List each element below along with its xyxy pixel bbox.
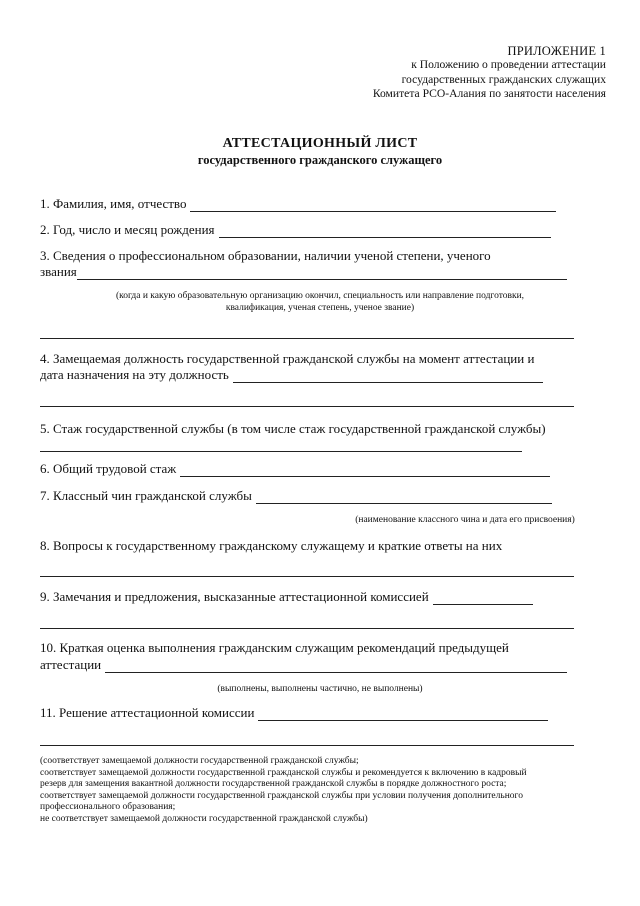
- field-previous-recommendations-label-2: аттестации: [40, 657, 102, 672]
- field-remarks-label: 9. Замечания и предложения, высказанные аттестационной комиссией: [40, 589, 429, 604]
- previous-recommendations-hint: (выполнены, выполнены частично, не выполнены): [217, 684, 423, 694]
- education-extra-line[interactable]: [40, 338, 574, 339]
- field-questions-label: 8. Вопросы к государственному гражданскому служащему и краткие ответы на них: [40, 538, 503, 553]
- note-line-1: (соответствует замещаемой должности государственной гражданской службы;: [40, 756, 359, 766]
- appendix-line-3: Комитета РСО-Алания по занятости населения: [372, 87, 606, 101]
- note-line-5: профессионального образования;: [40, 802, 176, 813]
- remarks-extra-line[interactable]: [40, 628, 574, 629]
- full-name-input-line[interactable]: [190, 199, 556, 212]
- field-work-experience: [40, 461, 550, 477]
- position-extra-line[interactable]: [40, 406, 574, 407]
- field-position-label-2: дата назначения на эту должность: [40, 367, 229, 382]
- field-class-rank: [40, 488, 552, 504]
- title-sub: государственного гражданского служащего: [197, 153, 443, 167]
- field-questions: [40, 538, 502, 554]
- field-service-length: [40, 421, 546, 437]
- field-remarks: [40, 589, 533, 605]
- field-work-experience-label: 6. Общий трудовой стаж: [40, 461, 177, 476]
- education-hint: [40, 290, 600, 314]
- position-input-line[interactable]: [233, 370, 543, 383]
- note-line-4: соответствует замещаемой должности государственной гражданской службы при условии получения дополнительного: [40, 790, 523, 801]
- education-input-line[interactable]: [77, 267, 567, 280]
- class-rank-input-line[interactable]: [256, 491, 552, 504]
- education-hint-1: (когда и какую образовательную организацию окончил, специальность или направление подготовки,: [115, 291, 525, 301]
- field-service-length-label: 5. Стаж государственной службы (в том числе стаж государственной гражданской службы): [40, 421, 546, 436]
- field-position-label-1: 4. Замещаемая должность государственной гражданской службы на момент аттестации и: [40, 351, 535, 366]
- appendix-line-1: к Положению о проведении аттестации: [411, 58, 606, 72]
- field-birth-date: [40, 222, 551, 238]
- field-education-line2: [40, 264, 567, 280]
- field-position-line1: [40, 351, 534, 367]
- field-full-name: [40, 196, 556, 212]
- note-line-2: соответствует замещаемой должности государственной гражданской службы и рекомендуется к включению в кадровый: [40, 767, 527, 778]
- field-birth-date-label: 2. Год, число и месяц рождения: [40, 222, 215, 237]
- field-position-line2: [40, 367, 543, 383]
- commission-decision-input-line[interactable]: [258, 708, 548, 721]
- education-hint-2: квалификация, ученая степень, ученое звание): [225, 303, 415, 313]
- birth-date-input-line[interactable]: [219, 225, 551, 238]
- commission-decision-extra-line[interactable]: [40, 745, 574, 746]
- remarks-input-line[interactable]: [433, 592, 533, 605]
- field-previous-recommendations-line1: [40, 640, 509, 656]
- decision-options-notes: [40, 756, 600, 826]
- field-commission-decision-label: 11. Решение аттестационной комиссии: [40, 705, 255, 720]
- field-previous-recommendations-line2: [40, 657, 567, 673]
- appendix-line-2: государственных гражданских служащих: [401, 72, 606, 86]
- appendix-header: [306, 44, 606, 102]
- field-previous-recommendations-label-1: 10. Краткая оценка выполнения гражданским служащим рекомендаций предыдущей: [40, 640, 509, 655]
- service-length-input-line[interactable]: [40, 451, 522, 452]
- field-education-line1: [40, 248, 491, 264]
- appendix-label: ПРИЛОЖЕНИЕ 1: [507, 44, 606, 58]
- field-education-label-2: звания: [40, 264, 77, 279]
- class-rank-hint: (наименование классного чина и дата его присвоения): [355, 515, 575, 525]
- previous-recommendations-input-line[interactable]: [105, 660, 567, 673]
- note-line-3: резерв для замещения вакантной должности государственной гражданской службы в порядке должностного роста;: [40, 779, 507, 790]
- field-class-rank-label: 7. Классный чин гражданской службы: [40, 488, 252, 503]
- field-education-label-1: 3. Сведения о профессиональном образовании, наличии ученой степени, ученого: [40, 248, 491, 263]
- field-commission-decision: [40, 705, 548, 721]
- title-main: АТТЕСТАЦИОННЫЙ ЛИСТ: [222, 136, 418, 151]
- field-full-name-label: 1. Фамилия, имя, отчество: [40, 196, 187, 211]
- work-experience-input-line[interactable]: [180, 464, 550, 477]
- document-title: [0, 135, 640, 169]
- note-line-6: не соответствует замещаемой должности государственной гражданской службы): [40, 813, 368, 824]
- questions-input-line[interactable]: [40, 576, 574, 577]
